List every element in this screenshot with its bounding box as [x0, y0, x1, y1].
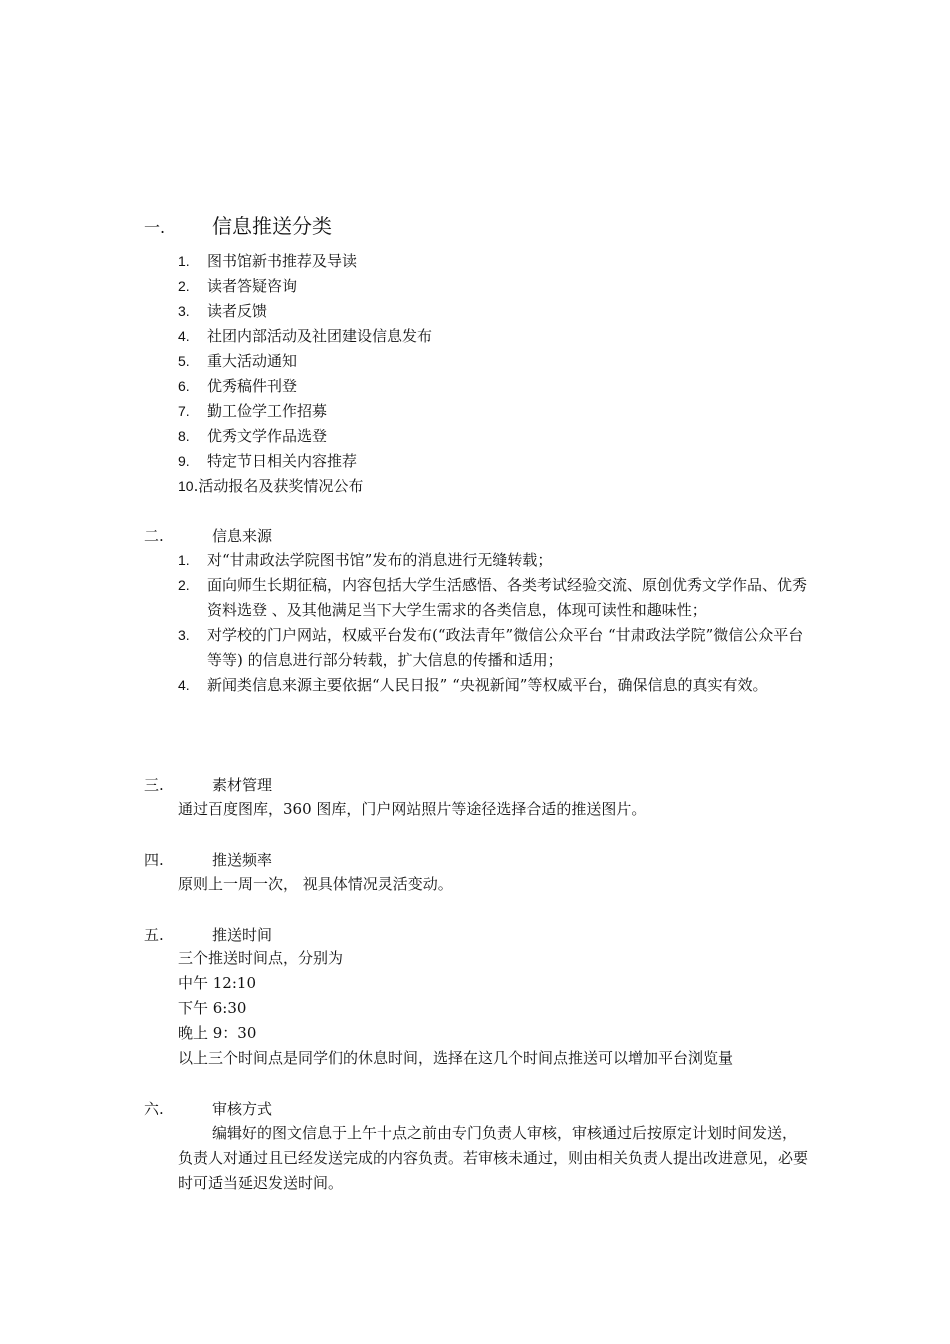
- times-intro: 三个推送时间点，分别为: [178, 949, 344, 967]
- item-text: 优秀文学作品选登: [207, 427, 328, 445]
- section-heading-frequency: [144, 845, 272, 875]
- section-title: 推送频率: [212, 851, 273, 869]
- section-heading-sources: [144, 521, 272, 551]
- item-number: 5.: [178, 353, 190, 369]
- item-number: 7.: [178, 403, 190, 419]
- item-text: .活动报名及获奖情况公布: [193, 477, 364, 495]
- section-heading-categories: [144, 211, 332, 241]
- item-number: 3.: [178, 303, 190, 319]
- section-number: 三.: [144, 776, 164, 794]
- section-title: 审核方式: [212, 1100, 273, 1118]
- section-number: 二.: [144, 527, 164, 545]
- item-text: 新闻类信息来源主要依据“人民日报” “央视新闻”等权威平台，确保信息的真实有效。: [207, 676, 768, 694]
- time-noon: 中午 12:10: [178, 974, 256, 992]
- times-note: 以上三个时间点是同学们的休息时间，选择在这几个时间点推送可以增加平台浏览量: [178, 1049, 734, 1067]
- item-number: 1.: [178, 552, 190, 568]
- list-item: [178, 449, 808, 474]
- section-heading-review: [144, 1094, 272, 1124]
- list-item: [178, 623, 808, 673]
- section-number: 五.: [144, 926, 164, 944]
- item-number: 2.: [178, 577, 190, 593]
- item-number: 8.: [178, 428, 190, 444]
- list-item: [178, 324, 808, 349]
- item-text: 勤工俭学工作招募: [207, 402, 328, 420]
- item-number: 4.: [178, 328, 190, 344]
- time-afternoon: 下午 6:30: [178, 999, 247, 1017]
- item-number: 4.: [178, 677, 190, 693]
- list-item: [178, 399, 808, 424]
- item-number: 1.: [178, 253, 190, 269]
- times-block: [178, 946, 808, 1071]
- section-title: 信息来源: [212, 527, 273, 545]
- list-item: [178, 349, 808, 374]
- item-number: 10: [178, 478, 194, 494]
- list-item: [178, 673, 808, 698]
- item-number: 2.: [178, 278, 190, 294]
- item-text: 面向师生长期征稿，内容包括大学生活感悟、各类考试经验交流、原创优秀文学作品、优秀资料选登 、及其他满足当下大学生需求的各类信息，体现可读性和趣味性；: [207, 576, 808, 619]
- section-title: 推送时间: [212, 926, 273, 944]
- source-list: [178, 548, 808, 698]
- item-text: 图书馆新书推荐及导读: [207, 252, 358, 270]
- review-text: 编辑好的图文信息于上午十点之前由专门负责人审核，审核通过后按原定计划时间发送，负责人对通过且已经发送完成的内容负责。若审核未通过，则由相关负责人提出改进意见，必要时可适当延迟发送时间。: [178, 1124, 809, 1192]
- item-number: 6.: [178, 378, 190, 394]
- list-item: [178, 573, 808, 623]
- item-text: 对学校的门户网站，权威平台发布(“政法青年”微信公众平台 “甘肃政法学院”微信公众平台等等) 的信息进行部分转载，扩大信息的传播和适用；: [207, 626, 804, 669]
- section-number: 一.: [144, 218, 166, 237]
- list-item: [178, 274, 808, 299]
- section-heading-materials: [144, 770, 272, 800]
- materials-text: 通过百度图库，360 图库，门户网站照片等途径选择合适的推送图片。: [178, 800, 647, 818]
- list-item: [178, 249, 808, 274]
- item-text: 重大活动通知: [207, 352, 298, 370]
- list-item: [178, 299, 808, 324]
- section-number: 四.: [144, 851, 164, 869]
- list-item: [178, 424, 808, 449]
- list-item: [178, 474, 808, 499]
- section-title: 素材管理: [212, 776, 273, 794]
- section-number: 六.: [144, 1100, 164, 1118]
- item-number: 9.: [178, 453, 190, 469]
- item-text: 读者答疑咨询: [207, 277, 298, 295]
- item-text: 社团内部活动及社团建设信息发布: [207, 327, 433, 345]
- item-text: 读者反馈: [207, 302, 268, 320]
- list-item: [178, 548, 808, 573]
- frequency-text: 原则上一周一次， 视具体情况灵活变动。: [178, 875, 453, 893]
- item-text: 对“甘肃政法学院图书馆”发布的消息进行无缝转载；: [207, 551, 553, 569]
- item-number: 3.: [178, 627, 190, 643]
- category-list: [178, 249, 808, 499]
- list-item: [178, 374, 808, 399]
- time-evening: 晚上 9：30: [178, 1024, 257, 1042]
- item-text: 特定节日相关内容推荐: [207, 452, 358, 470]
- section-title: 信息推送分类: [212, 214, 332, 238]
- item-text: 优秀稿件刊登: [207, 377, 298, 395]
